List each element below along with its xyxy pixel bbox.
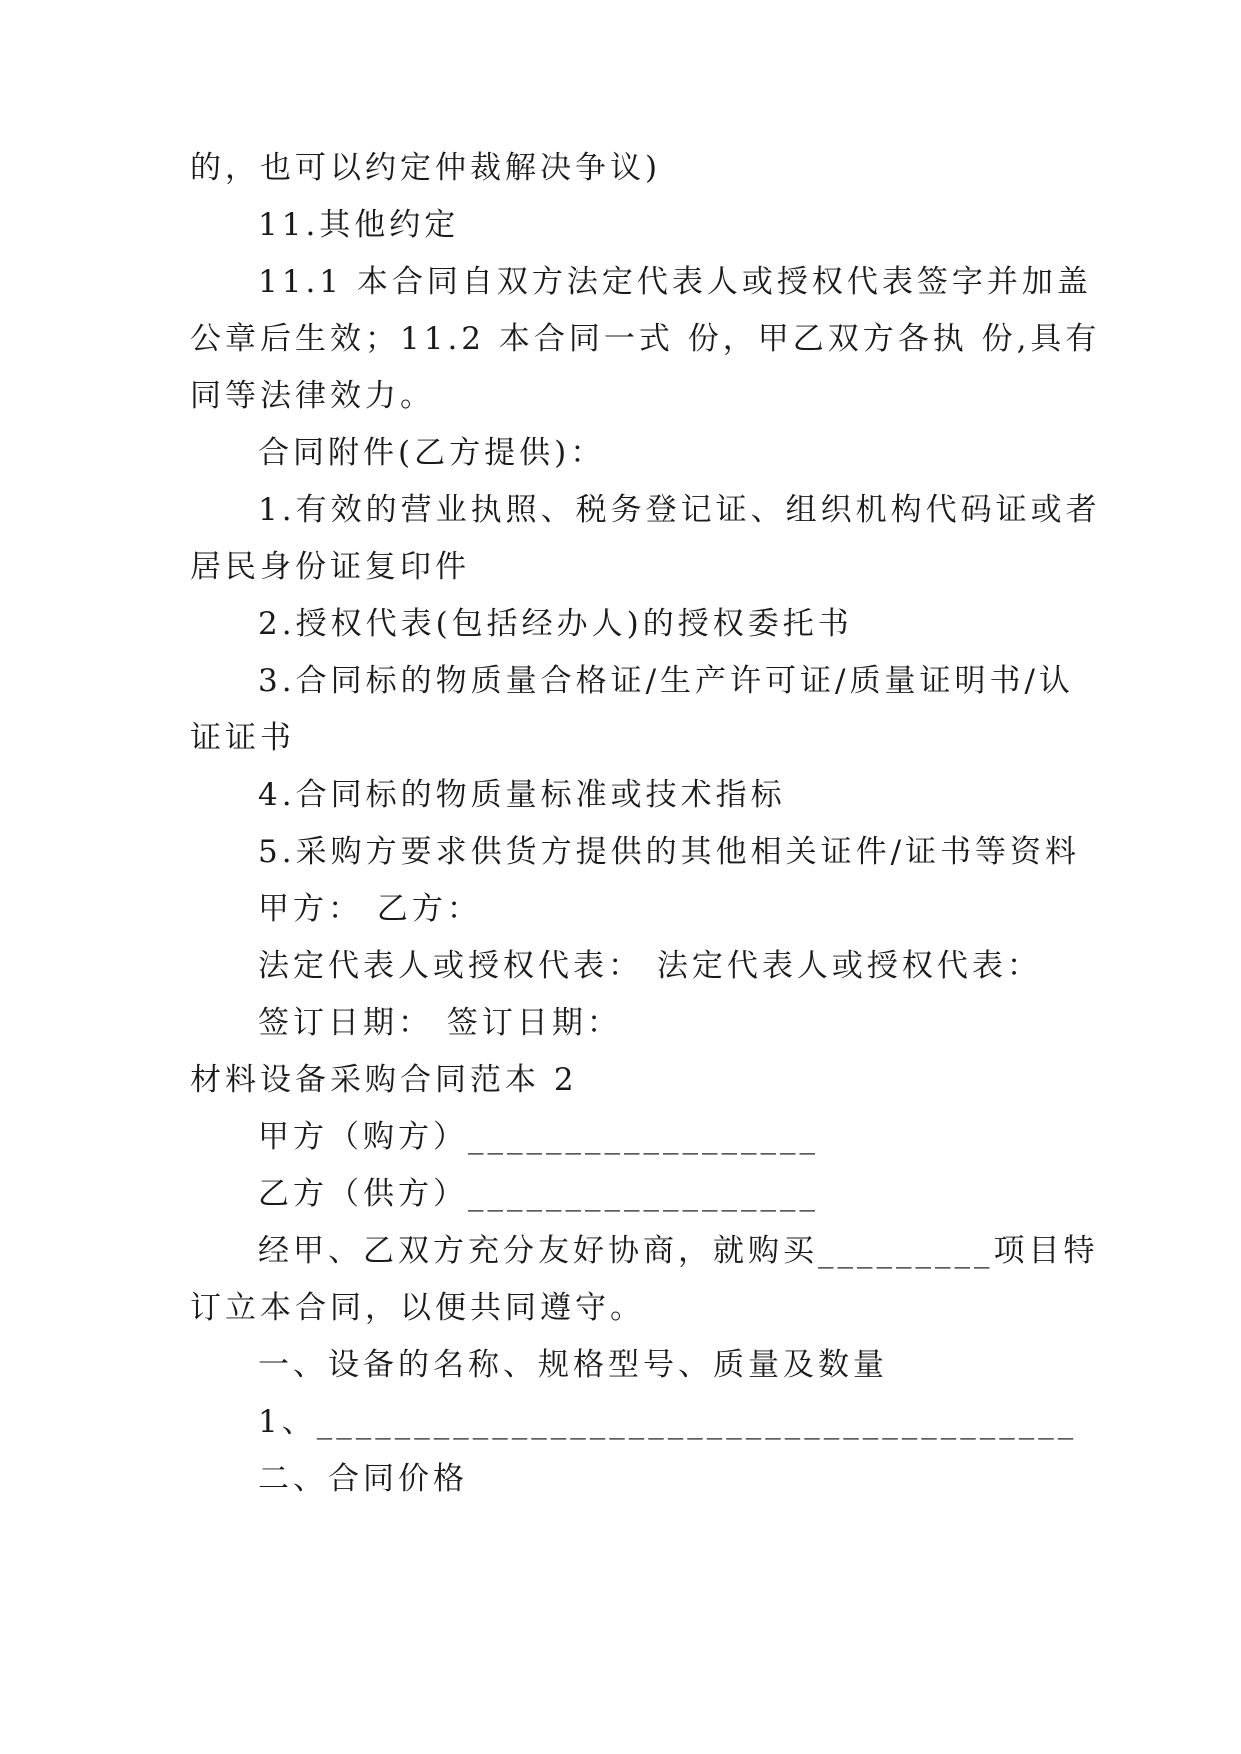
text-line: 居民身份证复印件: [190, 549, 470, 585]
signature-parties: 甲方： 乙方：: [258, 891, 482, 927]
document-title: 材料设备采购合同范本 2: [190, 1062, 578, 1098]
text-line: 的，也可以约定仲裁解决争议): [190, 150, 662, 186]
list-item: 4.合同标的物质量标准或技术指标: [258, 777, 786, 813]
section-heading: 一、设备的名称、规格型号、质量及数量: [258, 1347, 888, 1383]
list-item: 2.授权代表(包括经办人)的授权委托书: [258, 606, 853, 642]
signature-representatives: 法定代表人或授权代表： 法定代表人或授权代表：: [258, 948, 1042, 984]
text-line: 订立本合同，以便共同遵守。: [190, 1290, 645, 1326]
text-line: 经甲、乙双方充分友好协商，就购买_________项目特: [258, 1233, 1099, 1269]
list-item: 1.有效的营业执照、税务登记证、组织机构代码证或者: [258, 492, 1101, 528]
section-heading: 合同附件(乙方提供)：: [258, 435, 606, 471]
list-item: 5.采购方要求供货方提供的其他相关证件/证书等资料: [258, 834, 1081, 870]
party-b-field: 乙方（供方）__________________: [258, 1176, 819, 1212]
party-a-field: 甲方（购方）__________________: [258, 1119, 819, 1155]
text-line: 证证书: [190, 720, 295, 756]
list-item: 3.合同标的物质量合格证/生产许可证/质量证明书/认: [258, 663, 1074, 699]
section-heading: 11.其他约定: [258, 207, 460, 243]
text-line: 11.1 本合同自双方法定代表人或授权代表签字并加盖: [258, 264, 1092, 300]
section-heading: 二、合同价格: [258, 1461, 468, 1497]
list-item: 1、_______________________________________: [258, 1404, 1078, 1440]
text-line: 同等法律效力。: [190, 378, 435, 414]
signature-dates: 签订日期： 签订日期：: [258, 1005, 622, 1041]
text-line: 公章后生效；11.2 本合同一式 份，甲乙双方各执 份,具有: [190, 321, 1101, 357]
